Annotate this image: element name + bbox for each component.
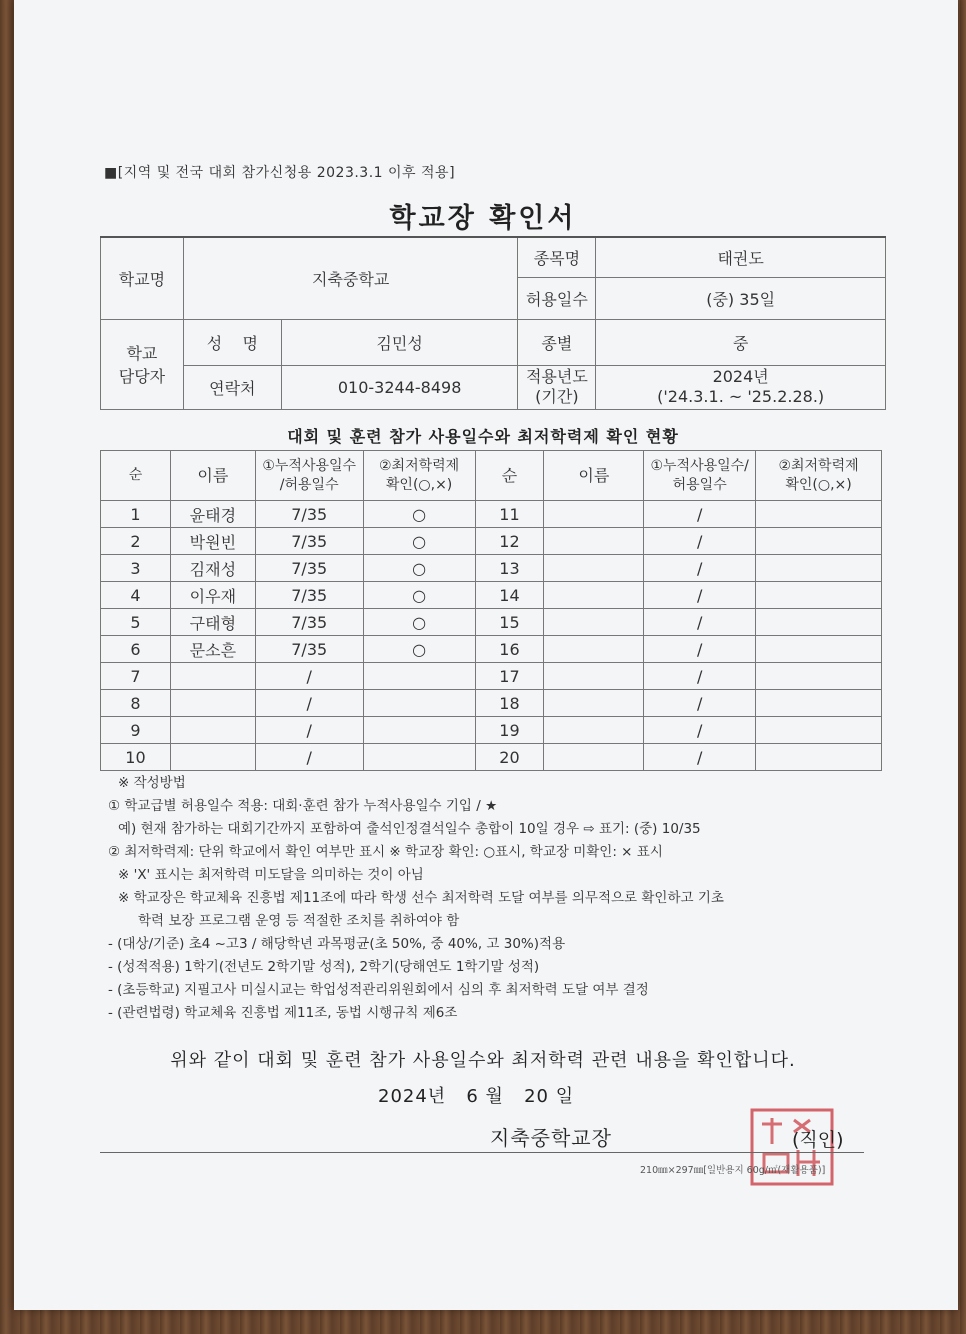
row-name [544,609,644,636]
row-check: ○ [363,555,475,582]
year-value-cell [596,365,886,409]
row-name [170,744,255,771]
row-no: 19 [475,717,544,744]
note-line: ② 최저학력제: 단위 학교에서 확인 여부만 표시 ※ 학교장 확인: ○표시, 학교장 미확인: × 표시 [108,844,663,860]
row-days: 7/35 [255,636,363,663]
year-label-line2: (기간) [535,387,579,406]
event-value: 태권도 [596,237,886,277]
row-days: / [255,690,363,717]
row-no: 18 [475,690,544,717]
instructions [108,772,888,1025]
note-line: ※ 작성방법 [118,775,186,791]
row-name: 문소흔 [170,636,255,663]
table-row [101,744,882,771]
name-label: 성 명 [183,319,281,365]
type-label: 종별 [518,319,596,365]
row-days: / [255,717,363,744]
row-check [363,690,475,717]
row-check: ○ [363,582,475,609]
name-value: 김민성 [281,319,518,365]
row-name [544,717,644,744]
signer-name: 지축중학교장 [490,1126,612,1150]
row-check [756,690,882,717]
col-name-right: 이름 [544,451,644,501]
row-check: ○ [363,501,475,528]
year-value: 2024년 [712,367,769,386]
row-name: 구태형 [170,609,255,636]
row-name [544,636,644,663]
col-used-right [644,451,756,501]
row-check [756,555,882,582]
row-name: 윤태경 [170,501,255,528]
row-name: 김재성 [170,555,255,582]
header-note: ■[지역 및 전국 대회 참가신청용 2023.3.1 이후 적용] [104,165,456,181]
row-days: / [644,582,756,609]
row-name [544,501,644,528]
allowed-value: (중) 35일 [596,277,886,319]
row-days: / [644,528,756,555]
status-title: 대회 및 훈련 참가 사용일수와 최저학력제 확인 현황 [287,427,679,446]
row-check [756,528,882,555]
note-line: 예) 현재 참가하는 대회기간까지 포함하여 출석인정결석일수 총합이 10일 경우 ⇨ 표기: (중) 10/35 [118,821,701,837]
row-no: 17 [475,663,544,690]
manager-label [101,319,184,409]
row-name [544,528,644,555]
row-days: 7/35 [255,582,363,609]
row-days: / [644,690,756,717]
row-no: 14 [475,582,544,609]
note-line: ※ 'X' 표시는 최저학력 미도달을 의미하는 것이 아님 [118,867,424,883]
manager-label-line1: 학교 [126,344,158,363]
table-row [101,609,882,636]
row-name [544,690,644,717]
row-name [544,663,644,690]
row-days: 7/35 [255,555,363,582]
row-check [756,582,882,609]
school-name: 지축중학교 [183,237,518,319]
row-check [756,501,882,528]
contact-label: 연락처 [183,365,281,409]
row-no: 8 [101,690,171,717]
note-line: ① 학교급별 허용일수 적용: 대회·훈련 참가 누적사용일수 기입 / ★ [108,798,498,814]
row-check [756,717,882,744]
row-check [363,744,475,771]
col-min-right-line1: ②최저학력제 [778,457,859,474]
row-name [544,582,644,609]
row-name [170,663,255,690]
row-days: / [644,717,756,744]
row-no: 10 [101,744,171,771]
row-days: / [644,555,756,582]
row-check [363,663,475,690]
col-min-left [363,451,475,501]
row-days: / [644,609,756,636]
row-no: 11 [475,501,544,528]
school-label: 학교명 [101,237,184,319]
note-line: - (성적적용) 1학기(전년도 2학기말 성적), 2학기(당해연도 1학기말 성적) [108,959,540,975]
row-check: ○ [363,609,475,636]
row-days: / [644,744,756,771]
table-row [101,717,882,744]
type-value: 중 [596,319,886,365]
table-row [101,582,882,609]
row-check [756,663,882,690]
row-check [756,636,882,663]
col-no-right: 순 [475,451,544,501]
row-no: 7 [101,663,171,690]
col-min-right [756,451,882,501]
row-name [170,690,255,717]
row-days: / [644,501,756,528]
col-min-left-line1: ②최저학력제 [379,457,460,474]
row-no: 13 [475,555,544,582]
row-name: 이우재 [170,582,255,609]
seal-label: (직인) [792,1129,844,1151]
row-name [544,744,644,771]
col-min-left-line2: 확인(○,×) [385,476,453,493]
event-label: 종목명 [518,237,596,277]
bottom-divider [100,1152,864,1153]
col-min-right-line2: 확인(○,×) [785,476,852,493]
row-no: 12 [475,528,544,555]
row-days: 7/35 [255,501,363,528]
confirm-text: 위와 같이 대회 및 훈련 참가 사용일수와 최저학력 관련 내용을 확인합니다. [170,1050,796,1071]
col-used-right-line2: 허용일수 [672,476,727,493]
period-value: ('24.3.1. ~ '25.2.28.) [657,387,825,406]
contact-value: 010-3244-8498 [281,365,518,409]
row-no: 9 [101,717,171,744]
table-row [101,636,882,663]
year-label [518,365,596,409]
col-used-left-line2: /허용일수 [279,476,339,493]
row-name: 박원빈 [170,528,255,555]
document-title: 학교장 확인서 [389,203,577,234]
row-no: 5 [101,609,171,636]
allowed-label: 허용일수 [518,277,596,319]
row-days: 7/35 [255,609,363,636]
row-days: / [255,663,363,690]
row-no: 6 [101,636,171,663]
row-days: / [644,663,756,690]
row-check [756,609,882,636]
row-name [544,555,644,582]
row-check: ○ [363,528,475,555]
row-check: ○ [363,636,475,663]
status-table [100,450,882,771]
row-days: / [255,744,363,771]
paper-info: 210㎜×297㎜[일반용지 60g/㎡(재활용품)] [640,1165,826,1176]
row-no: 20 [475,744,544,771]
col-used-right-line1: ①누적사용일수/ [650,457,749,474]
table-row [101,663,882,690]
row-no: 4 [101,582,171,609]
table-row [101,555,882,582]
row-days: / [644,636,756,663]
row-check [756,744,882,771]
col-used-left [255,451,363,501]
row-no: 3 [101,555,171,582]
row-no: 15 [475,609,544,636]
table-row [101,501,882,528]
row-no: 16 [475,636,544,663]
info-table [100,236,886,410]
table-row [101,690,882,717]
row-days: 7/35 [255,528,363,555]
note-line: - (대상/기준) 초4 ~고3 / 해당학년 과목평균(초 50%, 중 40%, 고 30%)적용 [108,936,566,952]
col-no-left: 순 [101,451,171,501]
col-name-left: 이름 [170,451,255,501]
manager-label-line2: 담당자 [118,367,166,386]
row-no: 2 [101,528,171,555]
row-no: 1 [101,501,171,528]
note-line: 학력 보장 프로그램 운영 등 적절한 조치를 취하여야 함 [138,913,460,929]
row-name [170,717,255,744]
note-line: - (관련법령) 학교체육 진흥법 제11조, 동법 시행규칙 제6조 [108,1005,458,1021]
year-label-line1: 적용년도 [525,367,588,386]
note-line: - (초등학교) 지필고사 미실시교는 학업성적관리위원회에서 심의 후 최저학력 도달 여부 결정 [108,982,649,998]
issue-date: 2024년 6 월 20 일 [378,1086,575,1107]
col-used-left-line1: ①누적사용일수 [262,457,357,474]
note-line: ※ 학교장은 학교체육 진흥법 제11조에 따라 학생 선수 최저학력 도달 여부를 의무적으로 확인하고 기초 [118,890,724,906]
row-check [363,717,475,744]
table-row [101,528,882,555]
